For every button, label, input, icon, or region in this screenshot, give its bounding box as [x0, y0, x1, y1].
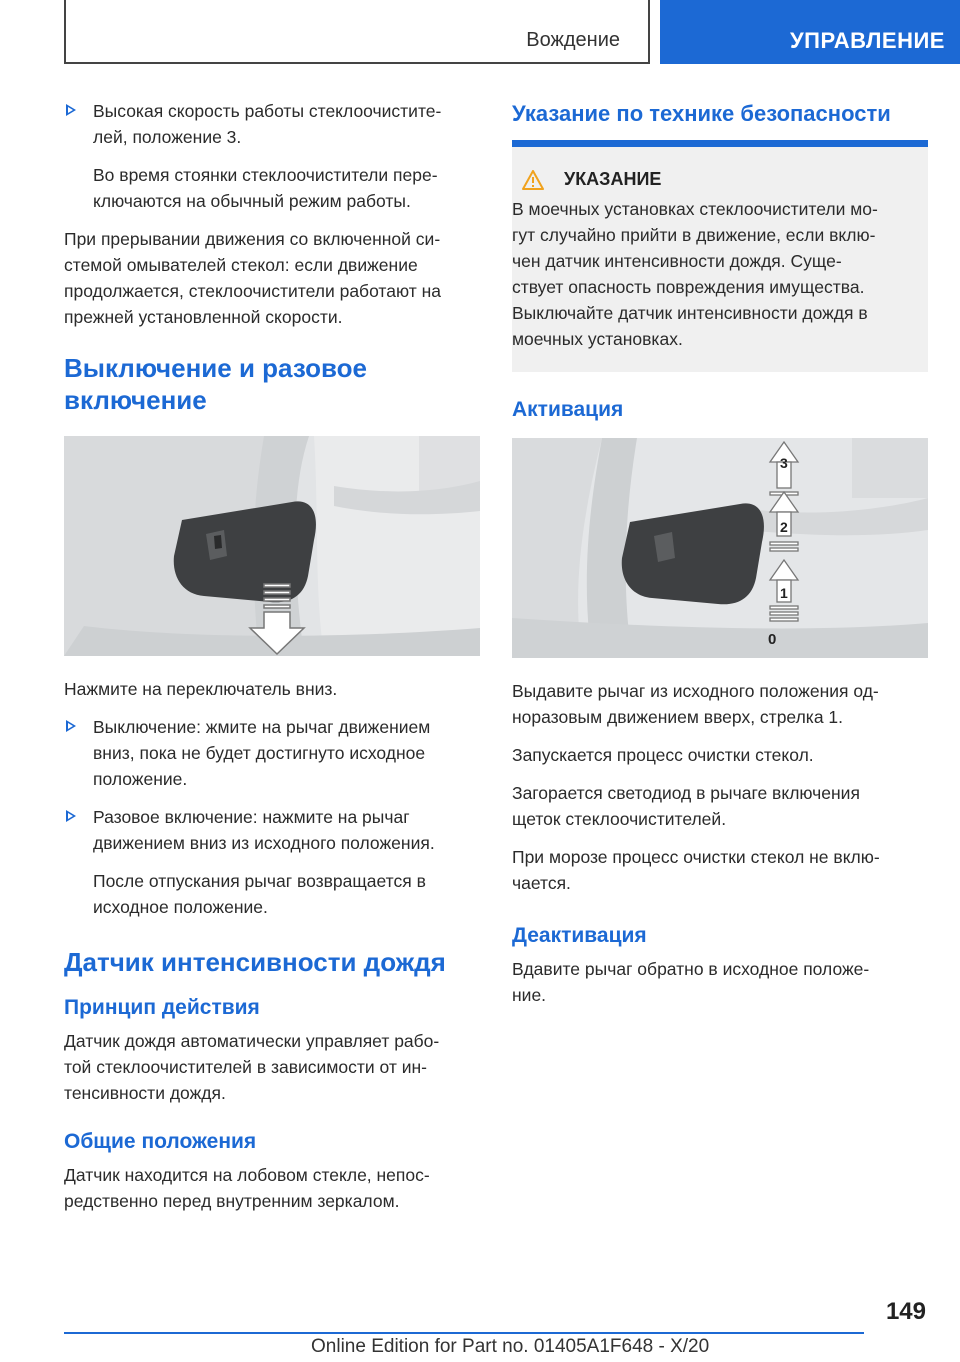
paragraph: Выдавите рычаг из исходного положения од‐ норазовым движением вверх, стрелка 1. [512, 681, 879, 727]
arrow-label-2: 2 [780, 519, 788, 535]
subsection-heading: Деактивация [512, 924, 647, 947]
bullet-subtext: После отпускания рычаг возвращается в исходное положение. [93, 871, 426, 917]
lever-activation-figure [512, 438, 928, 658]
header-section-title: Вождение [526, 29, 620, 51]
warning-rule [512, 140, 928, 147]
bullet-text: Высокая скорость работы стеклоочистите‐ лей, положение 3. [93, 101, 442, 147]
header-chapter-tab[interactable]: УПРАВЛЕНИЕ [660, 0, 960, 64]
warning-title: УКАЗАНИЕ [564, 169, 662, 189]
arrow-label-3: 3 [780, 455, 788, 471]
bullet-triangle-icon [66, 720, 76, 732]
section-heading: Выключение и разовое включение [64, 353, 367, 415]
section-heading: Датчик интенсивности дождя [64, 947, 446, 977]
paragraph: Датчик находится на лобовом стекле, непос‐ редственно перед внутренним зеркалом. [64, 1165, 430, 1211]
paragraph: Вдавите рычаг обратно в исходное положе‐ ние. [512, 959, 870, 1005]
section-heading: Указание по технике безопасности [512, 101, 891, 126]
paragraph: Датчик дождя автоматически управляет рабо‐ той стеклоочистителей в зависимости от ин‐ тенсивности дождя. [64, 1031, 440, 1103]
right-column [512, 98, 928, 1020]
arrow-label-0: 0 [768, 631, 777, 648]
paragraph: Запускается процесс очистки стекол. [512, 745, 814, 765]
footer-rule [64, 1332, 864, 1334]
bullet-triangle-icon [66, 104, 76, 116]
bullet-subtext: Во время стоянки стеклоочистители пере‐ ключаются на обычный режим работы. [93, 165, 438, 211]
paragraph: При прерывании движения со включенной си‐ стемой омывателей стекол: если движение продолжается, стеклоочистители работают на прежней установленной скорости. [64, 229, 441, 327]
lever-push-down-figure [64, 436, 480, 656]
paragraph: При морозе процесс очистки стекол не вклю‐ чается. [512, 847, 880, 893]
bullet-item [64, 714, 480, 792]
bullet-text: Разовое включение: нажмите на рычаг движением вниз из исходного положения. [93, 807, 435, 853]
warning-triangle-icon [522, 170, 544, 190]
bullet-item [64, 804, 480, 856]
bullet-item [64, 98, 480, 150]
header-frame [64, 0, 650, 64]
page-number: 149 [885, 1298, 926, 1325]
paragraph: Загорается светодиод в рычаге включения щеток стеклоочистителей. [512, 783, 860, 829]
subsection-heading: Активация [512, 398, 624, 421]
bullet-text: Выключение: жмите на рычаг движением вниз, пока не будет достигнуто исходное положение. [93, 717, 431, 789]
paragraph: Нажмите на переключатель вниз. [64, 679, 338, 699]
subsection-heading: Общие положения [64, 1130, 257, 1153]
left-column [64, 98, 480, 1226]
warning-box [512, 147, 928, 372]
subsection-heading: Принцип действия [64, 996, 260, 1019]
bullet-triangle-icon [66, 810, 76, 822]
lever-illustration [64, 436, 480, 656]
warning-text: В моечных установках стеклоочистители мо‐ гут случайно прийти в движение, если вклю‐ чен датчик интенсивности дождя. Суще‐ ствует опасность повреждения имущества. Выключайте датчик интенсивности дождя в моечных установках. [512, 199, 878, 349]
arrow-label-1: 1 [780, 585, 788, 601]
warning-header [512, 169, 918, 190]
footer-edition-text: Online Edition for Part no. 01405A1F648 - X/20 [311, 1336, 710, 1357]
